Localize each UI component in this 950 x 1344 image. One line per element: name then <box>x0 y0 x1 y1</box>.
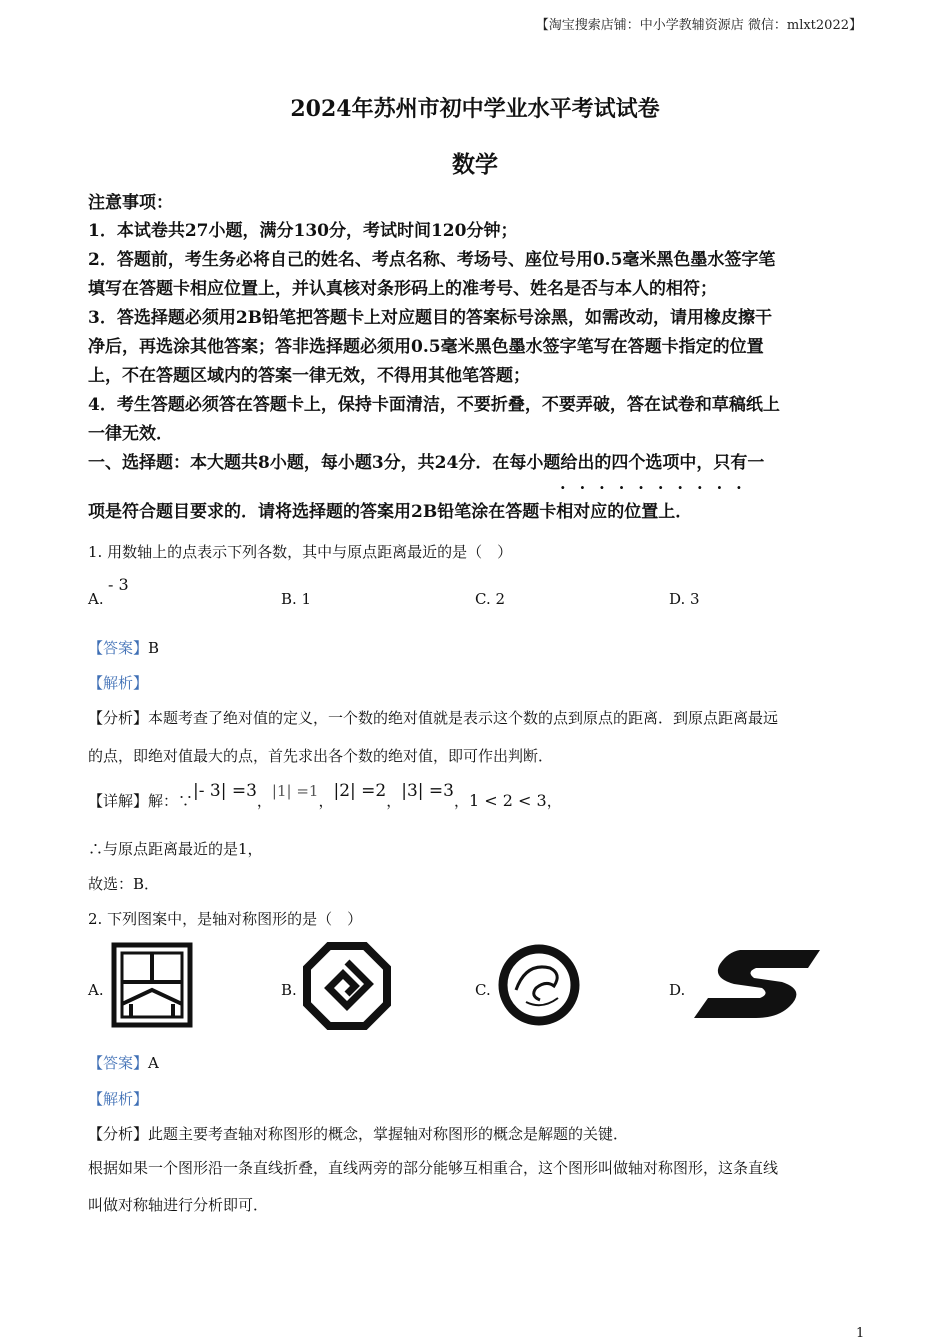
q2-stem: 2. 下列图案中，是轴对称图形的是（ ） <box>88 910 363 928</box>
answer-value: A <box>148 1054 159 1072</box>
q2-figure-d <box>690 946 822 1022</box>
q2-answer <box>88 1052 159 1073</box>
detail-prefix: 【详解】解：∵ <box>88 792 194 810</box>
q2-figure-c <box>496 940 582 1030</box>
notice-line: 2．答题前，考生务必将自己的姓名、考点名称、考场号、座位号用0.5毫米黑色墨水签字笔 <box>88 250 776 270</box>
q1-option-c: C. 2 <box>475 590 506 608</box>
comma: ， <box>318 792 334 810</box>
comma: ， <box>256 792 272 810</box>
q1-analysis-tag: 【解析】 <box>88 674 149 692</box>
comma: ， <box>386 792 402 810</box>
q1-answer <box>88 637 159 658</box>
comma: ， <box>546 792 562 810</box>
q2-option-b-label: B. <box>281 981 297 999</box>
q2-figure-b <box>303 942 391 1030</box>
emphasis-dots: ·········· <box>560 478 756 497</box>
answer-value: B <box>148 639 160 657</box>
notice-line: 4．考生答题必须答在答题卡上，保持卡面清洁，不要折叠，不要弄破，答在试卷和草稿纸上 <box>88 395 780 415</box>
exam-title: 2024年苏州市初中学业水平考试试卷 <box>290 96 660 122</box>
q2-figure-a <box>111 942 193 1028</box>
q1-stem: 1. 用数轴上的点表示下列各数，其中与原点距离最近的是（ ） <box>88 543 513 561</box>
notice-line: 1．本试卷共27小题，满分130分，考试时间120分钟； <box>88 221 518 241</box>
section-heading-line1: 一、选择题：本大题共8小题，每小题3分，共24分．在每小题给出的四个选项中，只有一 <box>88 453 765 473</box>
header-note: 【淘宝搜索店铺：中小学教辅资源店 微信：mlxt2022】 <box>535 18 862 33</box>
q1-fenxi-cont: 的点，即绝对值最大的点，首先求出各个数的绝对值，即可作出判断． <box>88 747 554 765</box>
comma: ， <box>453 792 469 810</box>
subject-title: 数学 <box>452 151 498 178</box>
notice-line: 3．答选择题必须用2B铅笔把答题卡上对应题目的答案标号涂黑，如需改动，请用橡皮擦干 <box>88 308 773 328</box>
q2-option-d-label: D. <box>669 981 686 999</box>
q1-option-d: D. 3 <box>669 590 700 608</box>
abs-neg3: |- 3| =3 <box>193 781 257 801</box>
answer-tag: 【答案】 <box>88 1054 149 1072</box>
q2-fenxi-line2: 根据如果一个图形沿一条直线折叠，直线两旁的部分能够互相重合，这个图形叫做轴对称图形，这条直线 <box>88 1159 779 1177</box>
page-number: 1 <box>856 1326 865 1341</box>
q1-option-a-label: A. <box>88 590 104 608</box>
section-heading-line2: 项是符合题目要求的．请将选择题的答案用2B铅笔涂在答题卡相对应的位置上． <box>88 502 693 522</box>
notice-line: 填写在答题卡相应位置上，并认真核对条形码上的准考号、姓名是否与本人的相符； <box>88 279 717 299</box>
q1-choice: 故选：B． <box>88 875 160 893</box>
abs-1: |1| =1 <box>271 782 319 800</box>
notice-heading: 注意事项： <box>88 193 173 213</box>
notice-line: 上，不在答题区域内的答案一律无效，不得用其他笔答题； <box>88 366 530 386</box>
answer-tag: 【答案】 <box>88 639 149 657</box>
abs-3: |3| =3 <box>401 781 454 801</box>
notice-line: 净后，再选涂其他答案；答非选择题必须用0.5毫米黑色墨水签字笔写在答题卡指定的位置 <box>88 337 764 357</box>
q1-fenxi: 【分析】本题考查了绝对值的定义，一个数的绝对值就是表示这个数的点到原点的距离．到原点距离最远 <box>88 709 779 727</box>
q2-option-a-label: A. <box>88 981 104 999</box>
q2-option-c-label: C. <box>475 981 491 999</box>
q2-fenxi: 【分析】此题主要考查轴对称图形的概念，掌握轴对称图形的概念是解题的关键． <box>88 1125 629 1143</box>
inequality: 1 < 2 < 3 <box>469 791 547 810</box>
q2-fenxi-line3: 叫做对称轴进行分析即可． <box>88 1196 269 1214</box>
q2-analysis-tag: 【解析】 <box>88 1090 149 1108</box>
abs-2: |2| =2 <box>333 781 387 801</box>
q1-option-a-value: - 3 <box>108 575 129 594</box>
q1-detail <box>88 780 562 810</box>
notice-line: 一律无效． <box>88 424 173 444</box>
q1-conclusion: ∴与原点距离最近的是1， <box>88 840 263 858</box>
q1-option-b: B. 1 <box>281 590 312 608</box>
